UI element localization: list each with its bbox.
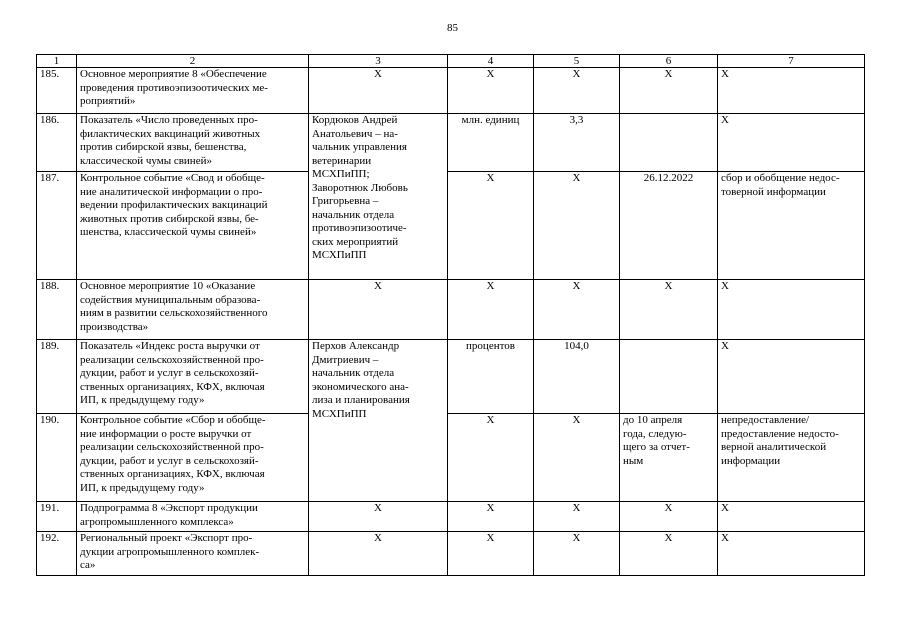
responsible-person-b: Перхов Александр Дмитриевич – начальник отдела экономического ана- лиза и планирования: [312, 340, 410, 406]
row-number: 188.: [37, 280, 77, 340]
value-cell: X: [534, 280, 620, 340]
risk-cell: сбор и обобщение недос- товерной информации: [721, 172, 840, 198]
responsible-cell: X: [309, 280, 448, 340]
row-name: Контрольное событие «Свод и обобще- ние аналитической информации о про- ведении профилактических вакцинаций животных против сибирской язвы, бе- шенства, классической чумы свиней»: [80, 172, 268, 238]
header-cell: 1: [37, 55, 77, 68]
date-cell: X: [620, 68, 718, 114]
header-cell: 4: [448, 55, 534, 68]
responsible-cell: X: [309, 68, 448, 114]
value-cell: 3,3: [534, 114, 620, 172]
header-row: [37, 55, 865, 68]
unit-cell: X: [448, 532, 534, 576]
row-number: 186.: [37, 114, 77, 172]
unit-cell: X: [448, 172, 534, 280]
document-table: [36, 54, 865, 576]
row-number: 190.: [37, 414, 77, 502]
risk-cell: X: [718, 340, 865, 414]
value-cell: X: [534, 532, 620, 576]
responsible-person-b-cont: МСХПиПП: [312, 407, 367, 420]
row-name: Региональный проект «Экспорт про- дукции агропромышленного комплек- са»: [80, 532, 260, 571]
value-cell: X: [534, 502, 620, 532]
table-row: [37, 414, 865, 502]
header-cell: 7: [718, 55, 865, 68]
row-name: Показатель «Число проведенных про- филактических вакцинаций животных против сибирской язвы, бешенства, классической чумы свиней»: [80, 114, 261, 167]
header-cell: 5: [534, 55, 620, 68]
value-cell: X: [534, 172, 620, 280]
responsible-cell: X: [309, 532, 448, 576]
date-cell: [620, 114, 718, 172]
risk-cell: X: [718, 502, 865, 532]
page-number: 85: [447, 22, 458, 34]
row-name: Основное мероприятие 8 «Обеспечение проведения противоэпизоотических ме- роприятий»: [80, 68, 268, 107]
responsible-person-a: Кордюков Андрей Анатольевич – на- чальник управления ветеринарии: [312, 114, 407, 167]
row-number: 187.: [37, 172, 77, 280]
date-cell: [620, 340, 718, 414]
table-row: [37, 532, 865, 576]
date-cell: X: [620, 502, 718, 532]
risk-cell: X: [718, 280, 865, 340]
unit-cell: млн. единиц: [448, 114, 534, 172]
table-row: [37, 114, 865, 172]
row-name: Показатель «Индекс роста выручки от реализации сельскохозяйственной про- дукции, работ и услуг в сельскохозяй- ственных организациях, КФХ, включая ИП, к предыдущему году»: [80, 340, 265, 406]
unit-cell: X: [448, 68, 534, 114]
unit-cell: X: [448, 502, 534, 532]
row-number: 192.: [37, 532, 77, 576]
row-number: 191.: [37, 502, 77, 532]
table-row: [37, 340, 865, 414]
table-row: [37, 280, 865, 340]
unit-cell: X: [448, 414, 534, 502]
value-cell: X: [534, 414, 620, 502]
responsible-cell: X: [309, 502, 448, 532]
table-row: [37, 172, 865, 280]
table-row: [37, 502, 865, 532]
risk-cell: X: [718, 114, 865, 172]
header-cell: 3: [309, 55, 448, 68]
risk-cell: непредоставление/ предоставление недосто- верной аналитической информации: [721, 414, 839, 467]
row-name: Контрольное событие «Сбор и обобще- ние информации о росте выручки от реализации сельскохозяйственной про- дукции, работ и услуг в сельскохозяй- ственных организациях, КФХ, включая ИП, к предыдущему году»: [80, 414, 266, 494]
date-cell: до 10 апреля года, следую- щего за отчет- ным: [623, 414, 690, 467]
date-cell: X: [620, 280, 718, 340]
risk-cell: X: [718, 68, 865, 114]
value-cell: 104,0: [534, 340, 620, 414]
responsible-person-a-cont: МСХПиПП; Заворотнюк Любовь Григорьевна – начальник отдела противоэпизоотиче- ских мероприятий МСХПиПП: [312, 168, 408, 261]
row-number: 185.: [37, 68, 77, 114]
value-cell: X: [534, 68, 620, 114]
date-cell: X: [620, 532, 718, 576]
header-cell: 6: [620, 55, 718, 68]
header-cell: 2: [77, 55, 309, 68]
unit-cell: X: [448, 280, 534, 340]
row-number: 189.: [37, 340, 77, 414]
table-row: [37, 68, 865, 114]
date-cell: 26.12.2022: [620, 172, 718, 280]
row-name: Подпрограмма 8 «Экспорт продукции агропромышленного комплекса»: [80, 502, 258, 528]
unit-cell: процентов: [448, 340, 534, 414]
risk-cell: X: [718, 532, 865, 576]
row-name: Основное мероприятие 10 «Оказание содействия муниципальным образова- ниям в развитии сельскохозяйственного производства»: [80, 280, 268, 333]
